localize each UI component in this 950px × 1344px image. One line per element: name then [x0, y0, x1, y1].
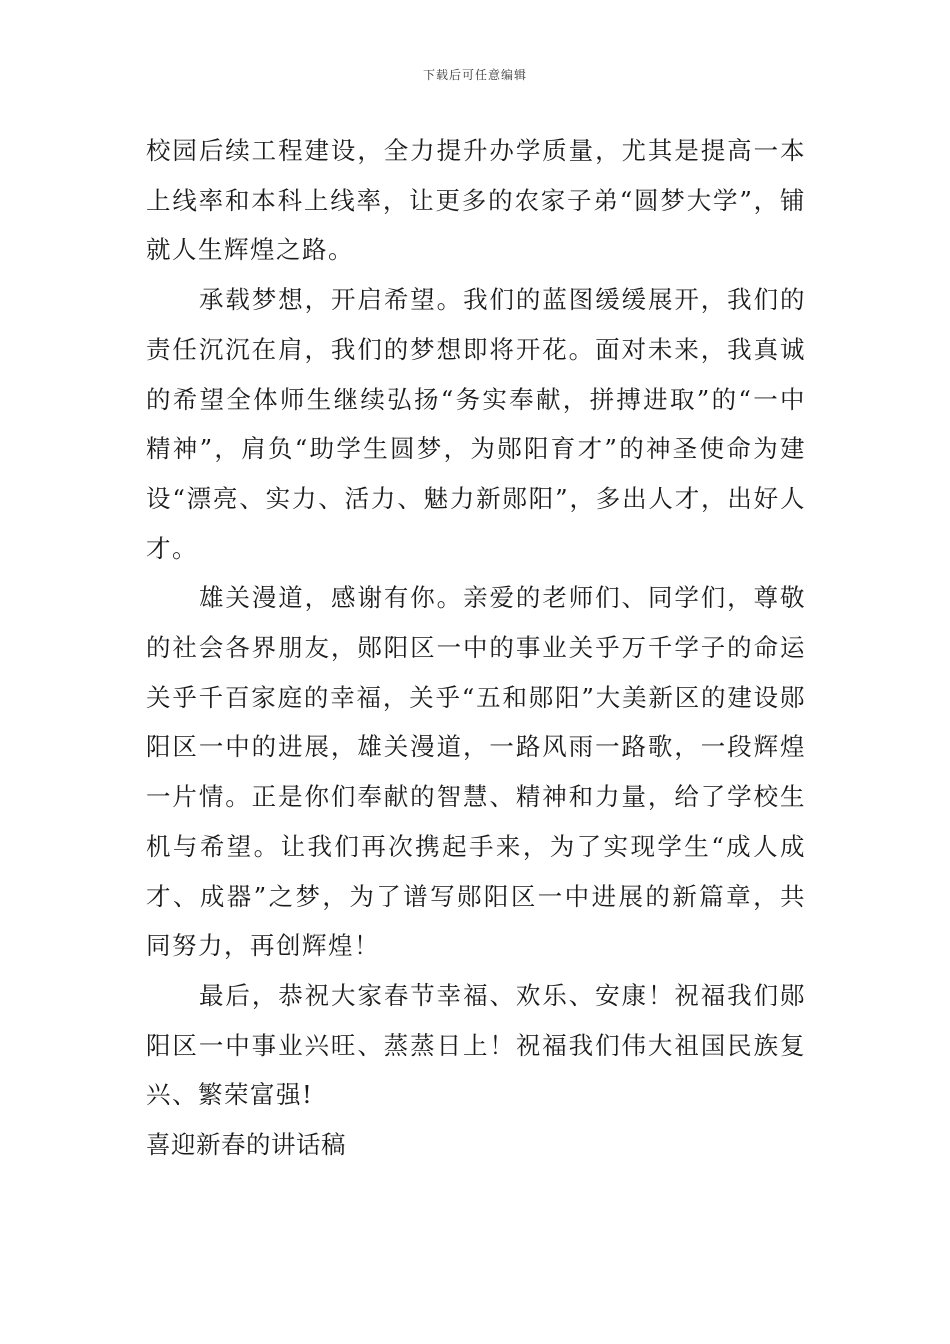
next-document-title: 喜迎新春的讲话稿	[146, 1130, 346, 1160]
document-body	[146, 126, 806, 1170]
paragraph-thanks: 雄关漫道，感谢有你。亲爱的老师们、同学们，尊敬的社会各界朋友，郧阳区一中的事业关乎万千学子的命运关乎千百家庭的幸福，关乎“五和郧阳”大美新区的建设郧阳区一中的进展，雄关漫道，一路风雨一路歌，一段辉煌一片情。正是你们奉献的智慧、精神和力量，给了学校生机与希望。让我们再次携起手来，为了实现学生“成人成才、成器”之梦，为了谱写郧阳区一中进展的新篇章，共同努力，再创辉煌！	[146, 583, 806, 961]
paragraph-blessing: 最后，恭祝大家春节幸福、欢乐、安康！祝福我们郧阳区一中事业兴旺、蒸蒸日上！祝福我们伟大祖国民族复兴、繁荣富强!	[146, 980, 806, 1110]
page-header-note: 下载后可任意编辑	[422, 68, 527, 82]
paragraph-continuation: 校园后续工程建设，全力提升办学质量，尤其是提高一本上线率和本科上线率，让更多的农家子弟“圆梦大学”，铺就人生辉煌之路。	[146, 136, 806, 265]
paragraph-dream-hope: 承载梦想，开启希望。我们的蓝图缓缓展开，我们的责任沉沉在肩，我们的梦想即将开花。面对未来，我真诚的希望全体师生继续弘扬“务实奉献，拼搏进取”的“一中精神”，肩负“助学生圆梦，为郧阳育才”的神圣使命为建设“漂亮、实力、活力、魅力新郧阳”，多出人才，出好人才。	[146, 285, 806, 563]
